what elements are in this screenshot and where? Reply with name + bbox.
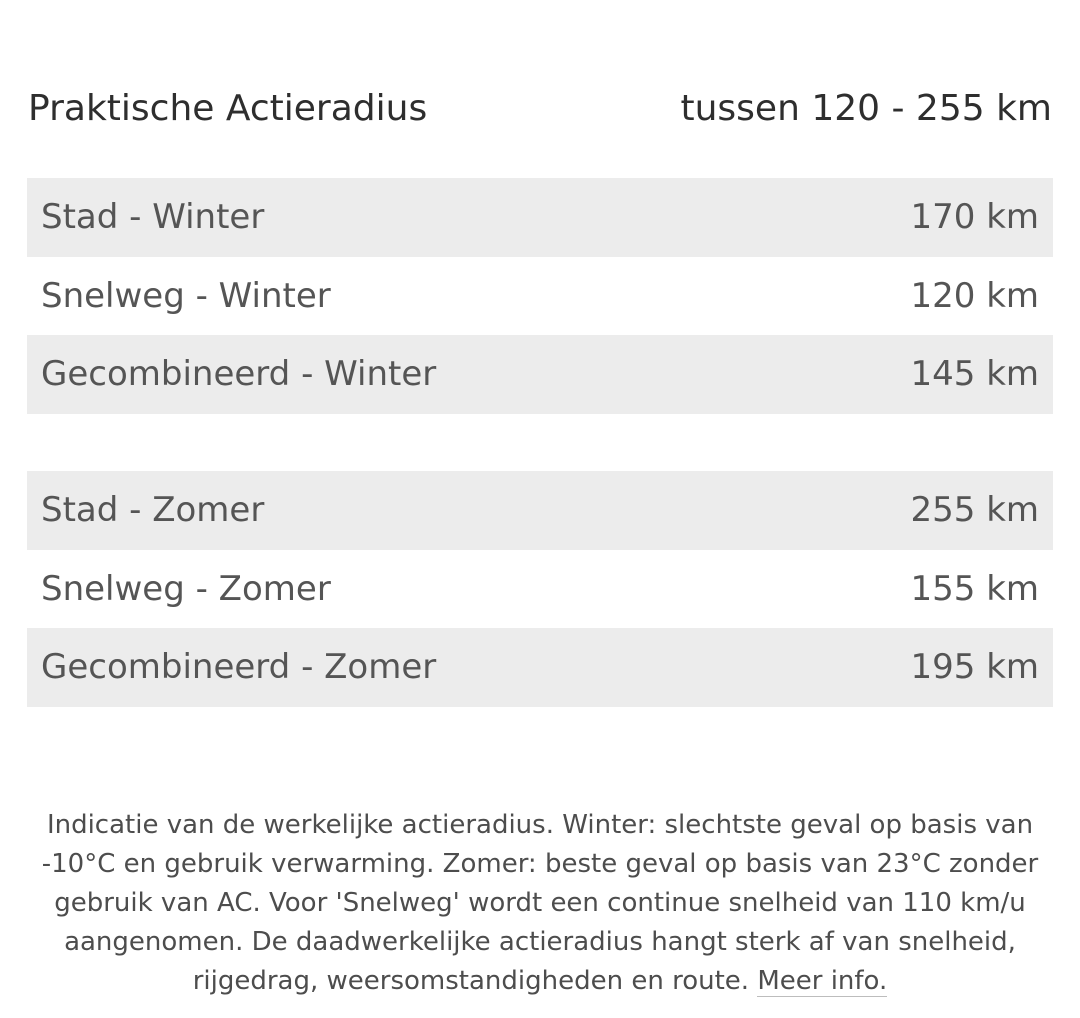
row-value: 120 km — [910, 275, 1039, 316]
row-label: Snelweg - Winter — [41, 275, 331, 316]
row-label: Stad - Winter — [41, 197, 265, 238]
row-value: 170 km — [910, 197, 1039, 238]
summer-range-table — [27, 471, 1053, 707]
table-row — [27, 257, 1053, 336]
row-label: Snelweg - Zomer — [41, 568, 331, 609]
row-value: 195 km — [910, 647, 1039, 688]
range-summary-value: tussen 120 - 255 km — [680, 87, 1052, 129]
table-row — [27, 335, 1053, 414]
row-label: Stad - Zomer — [41, 490, 265, 531]
table-row — [27, 178, 1053, 257]
row-label: Gecombineerd - Zomer — [41, 647, 437, 688]
row-value: 155 km — [910, 568, 1039, 609]
table-row — [27, 550, 1053, 629]
table-row — [27, 628, 1053, 707]
winter-range-table — [27, 178, 1053, 414]
row-label: Gecombineerd - Winter — [41, 354, 437, 395]
range-footnote — [40, 806, 1040, 1001]
range-header — [28, 80, 1052, 136]
table-row — [27, 471, 1053, 550]
more-info-link[interactable]: Meer info. — [757, 966, 888, 996]
range-title: Praktische Actieradius — [28, 87, 428, 129]
footnote-text: Indicatie van de werkelijke actieradius. Winter: slechtste geval op basis van -10°C en gebruik verwarming. Zomer: beste geval op basis van 23°C zonder gebruik van AC. Voor 'Snelweg' wordt een continue snelheid van 110 km/u aangenomen. De daadwerkelijke actieradius hangt sterk af van snelheid, rijgedrag, weersomstandigheden en route. — [41, 810, 1039, 996]
row-value: 255 km — [910, 490, 1039, 531]
row-value: 145 km — [910, 354, 1039, 395]
